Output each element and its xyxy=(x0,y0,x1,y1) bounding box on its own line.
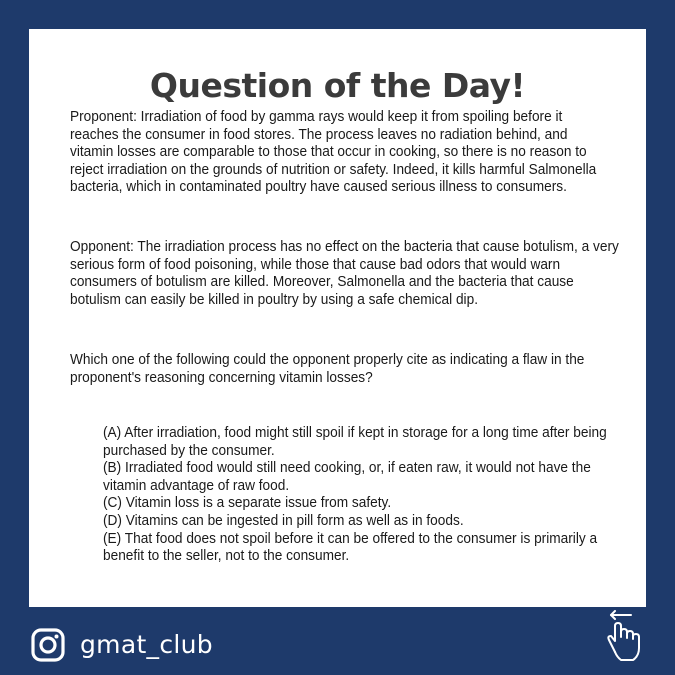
page-title: Question of the Day! xyxy=(149,66,526,105)
choice-b: (B) Irradiated food would still need cooking, or, if eaten raw, it would not have the vitamin advantage of raw food. xyxy=(103,459,591,494)
instagram-icon[interactable] xyxy=(31,628,65,662)
swipe-hand-icon xyxy=(601,610,645,664)
choice-d: (D) Vitamins can be ingested in pill form as well as in foods. xyxy=(103,511,464,529)
choice-a: (A) After irradiation, food might still spoil if kept in storage for a long time after being purchased by the consumer. xyxy=(103,424,607,459)
question-card xyxy=(29,29,646,607)
proponent-paragraph: Proponent: Irradiation of food by gamma rays would keep it from spoiling before it reaches the consumer in food stores. The process leaves no radiation behind, and vitamin losses are comparable to those that occur in cooking, so there is no reason to reject irradiation on the grounds of nutrition or safety. Indeed, it kills harmful Salmonella bacteria, which in contaminated poultry have caused serious illness to consumers. xyxy=(70,108,597,196)
choice-e: (E) That food does not spoil before it can be offered to the consumer is primarily a benefit to the seller, not to the consumer. xyxy=(103,529,598,565)
question-paragraph: Which one of the following could the opponent properly cite as indicating a flaw in the proponent's reasoning concerning vitamin losses? xyxy=(70,351,585,386)
instagram-handle[interactable]: gmat_club xyxy=(80,630,213,659)
choice-c: (C) Vitamin loss is a separate issue from safety. xyxy=(103,494,392,512)
answer-choices xyxy=(103,424,607,565)
opponent-paragraph: Opponent: The irradiation process has no effect on the bacteria that cause botulism, a very serious form of food poisoning, while those that cause bad odors that would warn consumers of botulism are killed. Moreover, Salmonella and the bacteria that cause botulism can easily be killed in poultry by using a safe chemical dip. xyxy=(70,238,619,308)
